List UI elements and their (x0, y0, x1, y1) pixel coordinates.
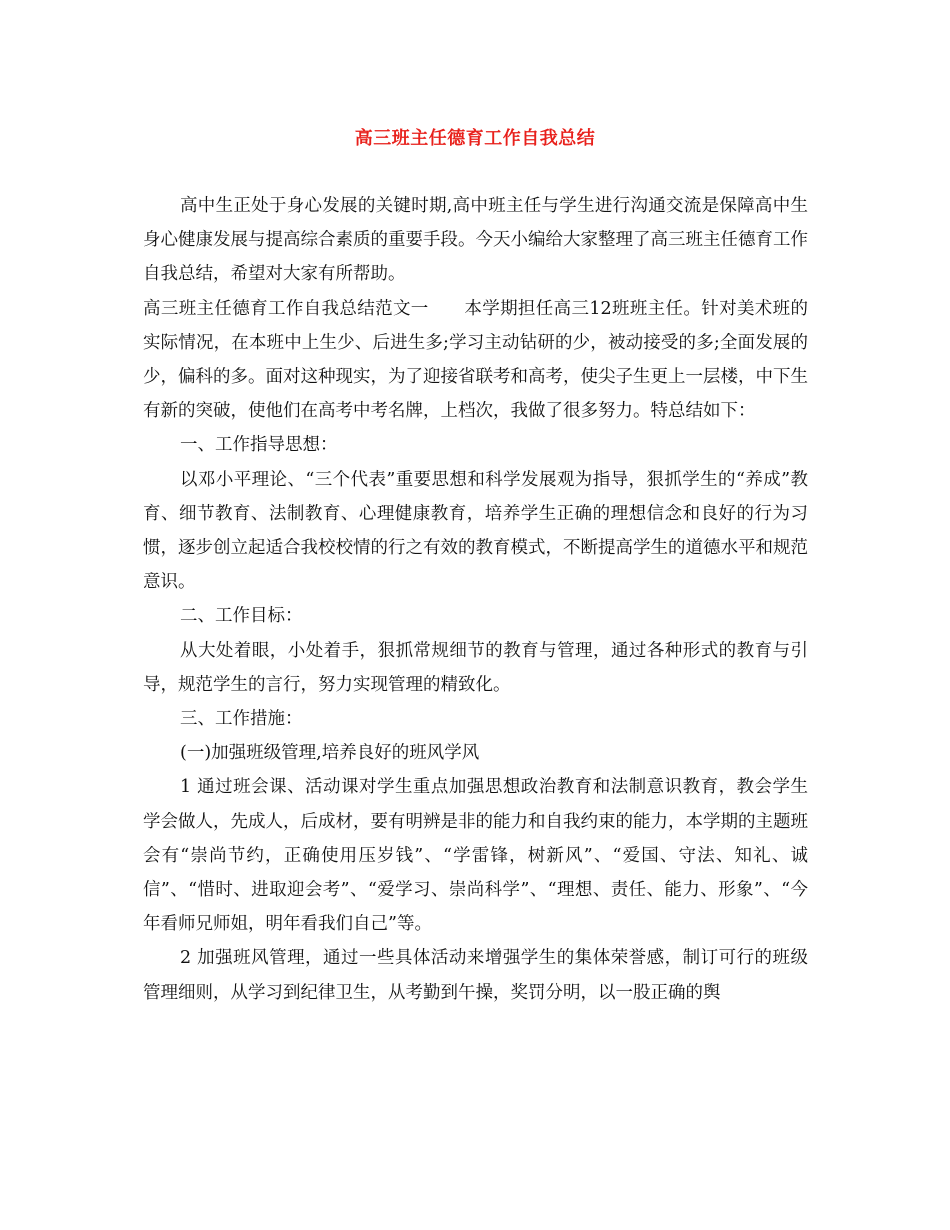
paragraph-intro: 高中生正处于身心发展的关键时期,高中班主任与学生进行沟通交流是保障高中生身心健康发展与提高综合素质的重要手段。今天小编给大家整理了高三班主任德育工作自我总结，希望对大家有所帮助。 (143, 196, 808, 285)
heading-guiding-ideology: 一、工作指导思想： (180, 435, 338, 456)
document-body (143, 189, 808, 1010)
paragraph-work-goals: 从大处着眼，小处着手，狠抓常规细节的教育与管理，通过各种形式的教育与引导，规范学生的言行，努力实现管理的精致化。 (143, 640, 808, 695)
subheading-class-management: (一)加强班级管理,培养良好的班风学风 (180, 743, 480, 764)
paragraph-sample-one: 高三班主任德育工作自我总结范文一 本学期担任高三12班班主任。针对美术班的实际情况，在本班中上生少、后进生多;学习主动钻研的少，被动接受的多;全面发展的少，偏科的多。面对这种现实，为了迎接省联考和高考，使尖子生更上一层楼，中下生有新的突破，使他们在高考中考名牌，上档次，我做了很多努力。特总结如下： (143, 298, 808, 422)
paragraph-measure-one: 1 通过班会课、活动课对学生重点加强思想政治教育和法制意识教育，教会学生学会做人，先成人，后成材，要有明辨是非的能力和自我约束的能力，本学期的主题班会有“崇尚节约，正确使用压岁钱”、“学雷锋，树新风”、“爱国、守法、知礼、诚信”、“惜时、进取迎会考”、“爱学习、崇尚科学”、“理想、责任、能力、形象”、“今年看师兄师姐，明年看我们自己”等。 (143, 777, 808, 935)
paragraph-guiding-ideology: 以邓小平理论、“三个代表”重要思想和科学发展观为指导，狠抓学生的“养成”教育、细节教育、法制教育、心理健康教育，培养学生正确的理想信念和良好的行为习惯，逐步创立起适合我校校情的行之有效的教育模式，不断提高学生的道德水平和规范意识。 (143, 469, 808, 593)
heading-work-goals: 二、工作目标： (180, 606, 303, 627)
heading-work-measures: 三、工作措施： (180, 709, 303, 730)
paragraph-measure-two: 2 加强班风管理，通过一些具体活动来增强学生的集体荣誉感，制订可行的班级管理细则，从学习到纪律卫生，从考勤到午操，奖罚分明，以一股正确的舆 (143, 948, 808, 1003)
document-title: 高三班主任德育工作自我总结 (354, 128, 596, 149)
